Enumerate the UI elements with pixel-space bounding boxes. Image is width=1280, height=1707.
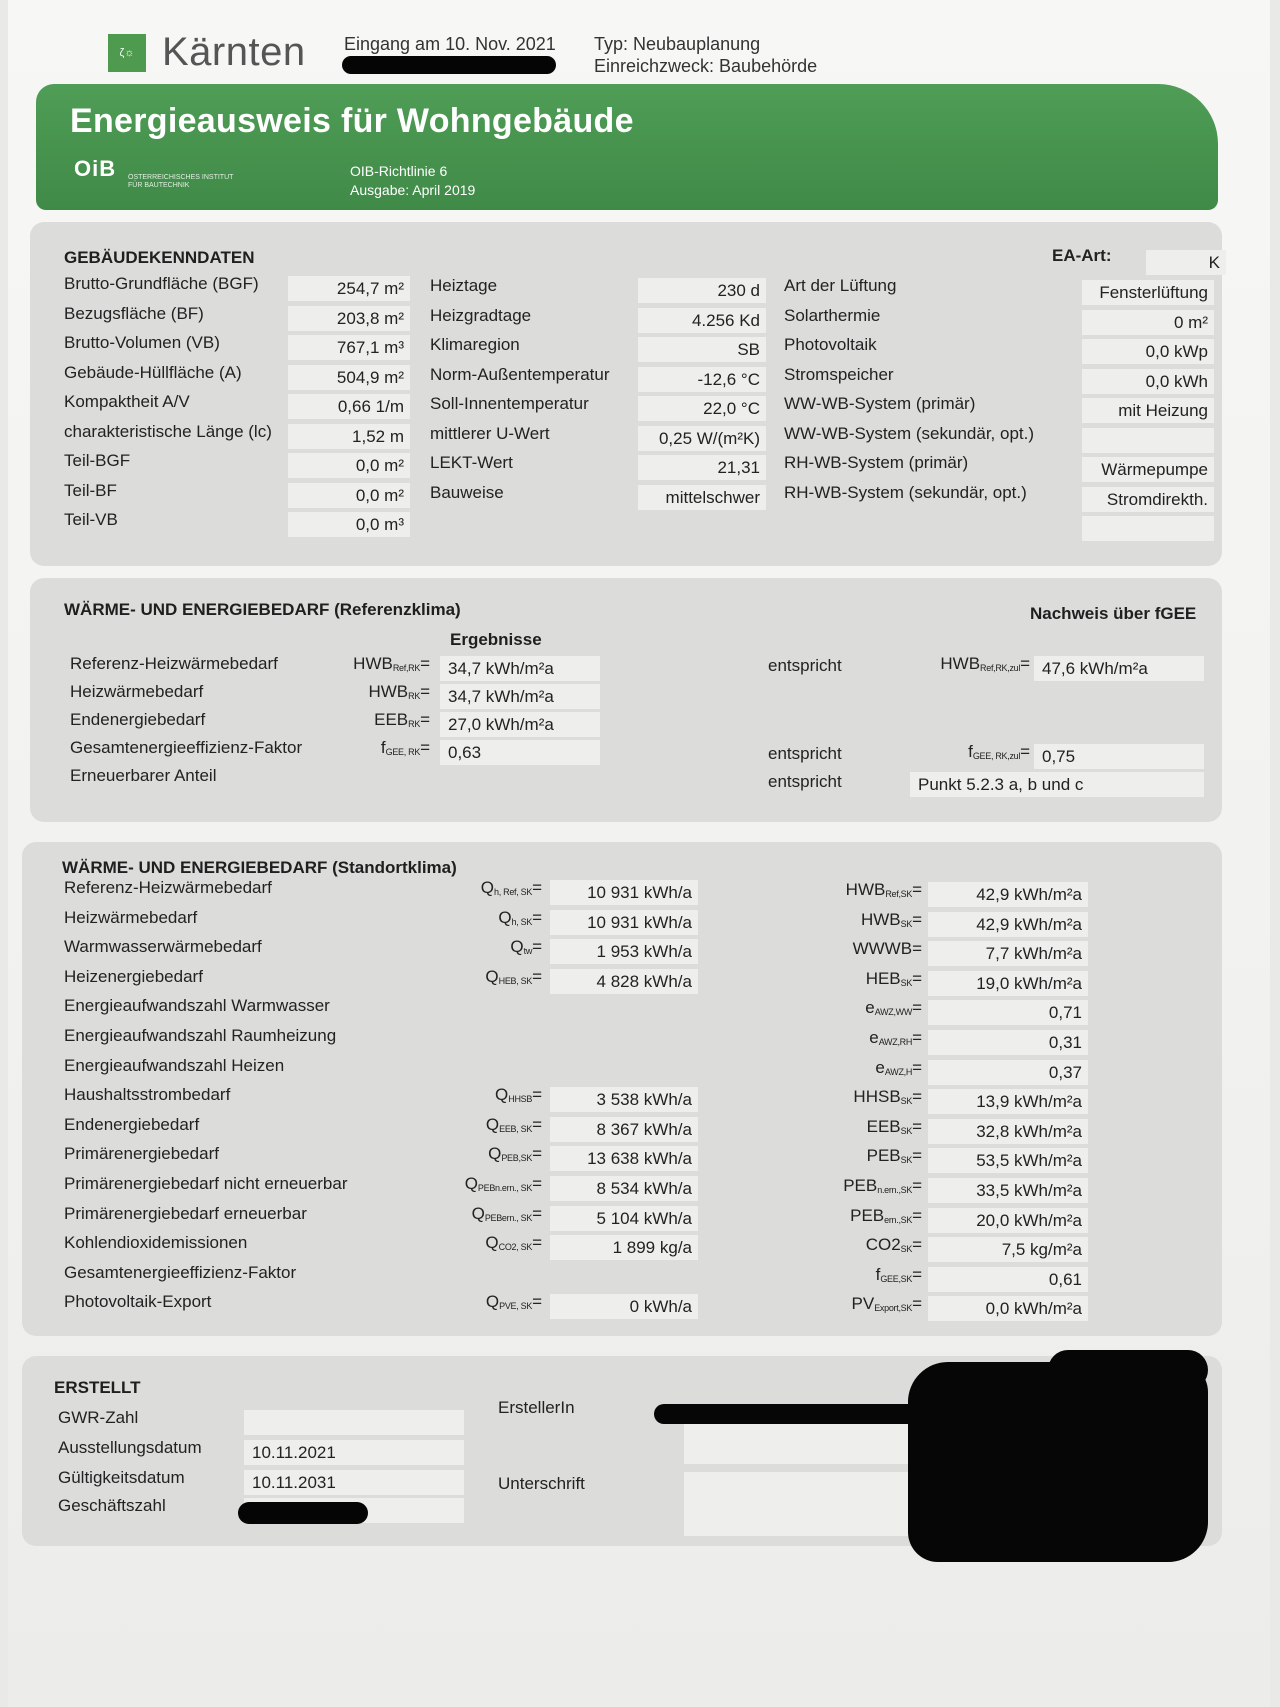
- standort-label: Primärenergiebedarf: [64, 1144, 219, 1164]
- gueltig-value: 10.11.2031: [244, 1470, 464, 1495]
- standort-symbol: [782, 1206, 922, 1226]
- kenndaten-value: 0 m²: [1082, 310, 1214, 335]
- standort-symbol-main: e: [865, 998, 875, 1018]
- standort-symbol: [782, 1087, 922, 1107]
- standort-label: Heizenergiebedarf: [64, 966, 203, 986]
- standort-symbol: [782, 1294, 922, 1314]
- referenz-symbol: [320, 738, 430, 758]
- zweck-text: Einreichzweck: Baubehörde: [594, 56, 818, 76]
- anforderung-value: 0,75: [1034, 744, 1204, 769]
- referenz-symbol-sub: RK: [408, 691, 421, 701]
- equals-sign: =: [532, 907, 542, 927]
- kenndaten-label: Solarthermie: [784, 305, 881, 325]
- kenndaten-label: Teil-BGF: [64, 451, 131, 470]
- standort-q-symbol-main: Q: [471, 1203, 485, 1223]
- standort-symbol: [782, 910, 922, 930]
- standort-symbol-main: WWWB: [852, 939, 913, 959]
- equals-sign: =: [1020, 742, 1030, 761]
- anforderung-symbol-main: HWB: [940, 654, 981, 673]
- kenndaten-value: 0,25 W/(m²K): [638, 426, 766, 451]
- standort-symbol-sub: GEE,SK: [880, 1273, 913, 1284]
- entspricht-label: entspricht: [768, 744, 842, 763]
- standort-symbol: [782, 1146, 922, 1166]
- kenndaten-label: WW-WB-System (sekundär, opt.): [784, 423, 1035, 443]
- logo-mark: ζ☼: [119, 47, 135, 59]
- referenz-label: Referenz-Heizwärmebedarf: [70, 654, 278, 673]
- referenzklima-section: [30, 578, 1222, 822]
- standort-value: 0,71: [928, 1000, 1088, 1025]
- referenz-symbol-main: HWB: [368, 682, 409, 701]
- anforderung-value: 47,6 kWh/m²a: [1034, 656, 1204, 681]
- standort-q-symbol: [392, 908, 542, 928]
- standort-symbol: [782, 1235, 922, 1255]
- referenz-symbol: [320, 654, 430, 674]
- kenndaten-value: Fensterlüftung: [1082, 280, 1214, 305]
- kenndaten-value: 504,9 m²: [288, 365, 410, 390]
- standort-q-symbol: [392, 1174, 542, 1194]
- title-banner: [36, 84, 1218, 210]
- referenz-symbol-main: HWB: [353, 654, 393, 673]
- anforderung-value: Punkt 5.2.3 a, b und c: [910, 772, 1204, 797]
- anforderung-symbol-sub: GEE, RK,zul: [972, 751, 1021, 761]
- standort-value: 7,5 kg/m²a: [928, 1237, 1088, 1262]
- equals-sign: =: [912, 1116, 922, 1136]
- standort-value: 32,8 kWh/m²a: [928, 1119, 1088, 1144]
- kenndaten-label: Teil-BF: [64, 480, 117, 500]
- equals-sign: =: [1020, 654, 1030, 673]
- standort-symbol-main: EEB: [866, 1116, 901, 1136]
- ea-art-value: K: [1146, 250, 1226, 275]
- equals-sign: =: [912, 1176, 922, 1195]
- standort-symbol-main: PV: [851, 1294, 875, 1314]
- equals-sign: =: [532, 937, 542, 957]
- standort-symbol-main: PEB: [843, 1176, 878, 1195]
- equals-sign: =: [912, 1235, 922, 1255]
- standort-q-value: 8 367 kWh/a: [550, 1117, 698, 1142]
- standort-symbol: [782, 1265, 922, 1285]
- standort-value: 19,0 kWh/m²a: [928, 971, 1088, 996]
- typ-text: Typ: Neubauplanung: [594, 34, 761, 54]
- standort-symbol-sub: Export,SK: [874, 1303, 913, 1314]
- standort-q-symbol: [392, 1115, 542, 1135]
- standort-q-symbol-sub: tw: [523, 946, 533, 957]
- equals-sign: =: [912, 968, 922, 988]
- referenz-value: 34,7 kWh/m²a: [440, 656, 600, 681]
- standort-label: Warmwasserwärmebedarf: [64, 937, 262, 957]
- standort-q-value: 8 534 kWh/a: [550, 1176, 698, 1201]
- standort-value: 7,7 kWh/m²a: [928, 941, 1088, 966]
- entspricht-label: entspricht: [768, 656, 842, 675]
- standort-q-symbol-main: Q: [464, 1174, 478, 1193]
- kenndaten-value: 0,0 m²: [288, 483, 410, 508]
- kenndaten-value: -12,6 °C: [638, 367, 766, 392]
- kenndaten-value: [1082, 428, 1214, 453]
- standort-q-symbol: [392, 967, 542, 987]
- standort-symbol-main: e: [875, 1057, 885, 1077]
- kenndaten-value: 0,66 1/m: [288, 394, 410, 419]
- standort-value: 0,37: [928, 1060, 1088, 1085]
- standort-q-value: 10 931 kWh/a: [550, 880, 698, 905]
- kenndaten-value: [1082, 516, 1214, 541]
- kenndaten-label: Stromspeicher: [784, 364, 894, 384]
- referenz-symbol-sub: Ref,RK: [392, 663, 421, 673]
- standort-q-symbol-main: Q: [485, 966, 499, 986]
- standort-symbol-sub: n.ern.,SK: [877, 1185, 913, 1195]
- standort-label: Energieaufwandszahl Heizen: [64, 1055, 285, 1075]
- equals-sign: =: [532, 1233, 542, 1253]
- standort-q-symbol: [392, 1292, 542, 1312]
- standort-symbol-main: f: [875, 1264, 881, 1284]
- standort-q-symbol-main: Q: [480, 878, 495, 897]
- section-title: WÄRME- UND ENERGIEBEDARF (Standortklima): [62, 858, 457, 877]
- kenndaten-value: 0,0 m³: [288, 512, 410, 537]
- gebaeudekenndaten-section: [30, 222, 1222, 566]
- referenz-label: Endenergiebedarf: [70, 710, 206, 729]
- standort-symbol-sub: AWZ,RH: [878, 1037, 913, 1047]
- ausstellung-value: 10.11.2021: [244, 1440, 464, 1465]
- geschaeftszahl-label: Geschäftszahl: [58, 1496, 166, 1515]
- referenz-label: Heizwärmebedarf: [70, 682, 204, 701]
- standort-q-value: 10 931 kWh/a: [550, 910, 698, 935]
- gwr-value: [244, 1410, 464, 1435]
- kenndaten-label: Kompaktheit A/V: [64, 392, 190, 411]
- standort-q-value: 3 538 kWh/a: [550, 1087, 698, 1112]
- standort-q-symbol-sub: EEB, SK: [499, 1123, 533, 1134]
- standort-label: Heizwärmebedarf: [64, 907, 198, 927]
- standort-q-symbol-main: Q: [485, 1292, 500, 1312]
- ausstellung-label: Ausstellungsdatum: [58, 1438, 202, 1457]
- equals-sign: =: [912, 998, 922, 1018]
- standort-symbol: [782, 880, 922, 900]
- referenz-symbol-sub: RK: [408, 719, 421, 729]
- standort-symbol-sub: ern.,SK: [884, 1214, 913, 1225]
- kenndaten-label: Heiztage: [430, 276, 498, 295]
- standort-symbol-main: HWB: [845, 880, 886, 899]
- standort-value: 53,5 kWh/m²a: [928, 1148, 1088, 1173]
- richtlinie-info: [350, 162, 475, 200]
- standort-q-symbol-sub: CO2, SK: [498, 1242, 533, 1253]
- equals-sign: =: [912, 939, 922, 959]
- standort-q-symbol: [392, 878, 542, 898]
- standort-symbol-sub: SK: [900, 1096, 913, 1107]
- kenndaten-label: Klimaregion: [430, 335, 520, 354]
- equals-sign: =: [912, 1294, 922, 1314]
- document-title: Energieausweis für Wohngebäude: [70, 102, 634, 140]
- equals-sign: =: [532, 1114, 542, 1134]
- kenndaten-label: Brutto-Volumen (VB): [64, 333, 220, 352]
- standort-label: Primärenergiebedarf erneuerbar: [64, 1203, 307, 1223]
- kenndaten-value: 0,0 kWh: [1082, 369, 1214, 394]
- standort-q-value: 1 899 kg/a: [550, 1235, 698, 1260]
- referenz-symbol: [320, 710, 430, 730]
- equals-sign: =: [420, 682, 430, 701]
- standort-symbol-main: PEB: [850, 1205, 885, 1225]
- equals-sign: =: [912, 880, 922, 899]
- standort-symbol: [782, 998, 922, 1018]
- standort-value: 0,31: [928, 1030, 1088, 1055]
- standort-q-symbol-sub: PEBern., SK: [484, 1212, 533, 1223]
- standort-q-value: 5 104 kWh/a: [550, 1206, 698, 1231]
- referenz-value: 27,0 kWh/m²a: [440, 712, 600, 737]
- equals-sign: =: [532, 1203, 542, 1223]
- gueltig-label: Gültigkeitsdatum: [58, 1468, 185, 1487]
- kenndaten-label: WW-WB-System (primär): [784, 394, 976, 413]
- equals-sign: =: [912, 1264, 922, 1284]
- equals-sign: =: [912, 1205, 922, 1225]
- standort-q-value: 1 953 kWh/a: [550, 939, 698, 964]
- gwr-label: GWR-Zahl: [58, 1408, 139, 1427]
- standort-q-symbol: [392, 1204, 542, 1224]
- equals-sign: =: [420, 710, 430, 729]
- referenz-value: 34,7 kWh/m²a: [440, 684, 600, 709]
- kenndaten-label: Teil-VB: [64, 510, 118, 529]
- standort-q-symbol-sub: h, Ref, SK: [494, 887, 533, 897]
- redaction-block: [1048, 1350, 1208, 1390]
- ersteller-label: ErstellerIn: [498, 1398, 575, 1417]
- standort-value: 33,5 kWh/m²a: [928, 1178, 1088, 1203]
- equals-sign: =: [420, 654, 430, 673]
- standort-symbol: [782, 939, 922, 959]
- ausgabe: Ausgabe: April 2019: [350, 182, 476, 198]
- kenndaten-value: Wärmepumpe: [1082, 457, 1214, 482]
- standort-label: Photovoltaik-Export: [64, 1292, 212, 1312]
- standort-q-symbol: [392, 1233, 542, 1253]
- redaction-line: [654, 1404, 954, 1424]
- oib-subtitle: ÖSTERREICHISCHES INSTITUT FÜR BAUTECHNIK: [128, 174, 234, 189]
- equals-sign: =: [532, 1144, 542, 1164]
- kenndaten-label: Gebäude-Hüllfläche (A): [64, 362, 242, 382]
- standort-q-symbol-sub: PEBn.ern., SK: [477, 1183, 533, 1193]
- kenndaten-value: 22,0 °C: [638, 396, 766, 421]
- ea-art-label: EA-Art:: [1052, 246, 1112, 265]
- standort-symbol-sub: Ref,SK: [885, 889, 913, 899]
- standort-symbol-main: CO2: [865, 1235, 901, 1255]
- standort-q-symbol-main: Q: [495, 1085, 509, 1105]
- anforderung-symbol: [890, 742, 1030, 762]
- standort-q-value: 13 638 kWh/a: [550, 1146, 698, 1171]
- anforderung-symbol-main: f: [968, 742, 973, 761]
- oib-logo: OiB: [74, 156, 117, 181]
- standort-symbol: [782, 969, 922, 989]
- standort-symbol-sub: AWZ,H: [884, 1066, 913, 1077]
- kenndaten-label: LEKT-Wert: [430, 453, 513, 472]
- standort-label: Kohlendioxidemissionen: [64, 1233, 248, 1253]
- standort-q-symbol: [392, 1144, 542, 1164]
- kenndaten-label: mittlerer U-Wert: [430, 423, 550, 443]
- equals-sign: =: [532, 1174, 542, 1193]
- standort-label: Primärenergiebedarf nicht erneuerbar: [64, 1174, 348, 1193]
- kenndaten-value: 254,7 m²: [288, 276, 410, 301]
- standort-symbol-sub: SK: [900, 1125, 913, 1136]
- standort-q-symbol: [392, 1085, 542, 1105]
- standort-value: 20,0 kWh/m²a: [928, 1208, 1088, 1233]
- anforderung-symbol: [890, 654, 1030, 674]
- redaction-bar: [238, 1502, 368, 1524]
- standort-value: 42,9 kWh/m²a: [928, 912, 1088, 937]
- section-title: WÄRME- UND ENERGIEBEDARF (Referenzklima): [64, 600, 461, 619]
- redaction-bar: [342, 56, 556, 74]
- standort-label: Haushaltsstrombedarf: [64, 1085, 231, 1105]
- richtlinie: OIB-Richtlinie 6: [350, 163, 448, 179]
- kenndaten-value: mittelschwer: [638, 485, 766, 510]
- equals-sign: =: [912, 1057, 922, 1077]
- standort-q-value: 0 kWh/a: [550, 1294, 698, 1319]
- standort-symbol-sub: SK: [900, 1244, 913, 1255]
- standort-q-symbol-sub: HEB, SK: [498, 975, 533, 986]
- kenndaten-label: charakteristische Länge (lc): [64, 421, 272, 441]
- equals-sign: =: [912, 1028, 922, 1047]
- standort-symbol-main: PEB: [866, 1146, 901, 1166]
- standort-q-symbol-sub: h, SK: [511, 916, 533, 927]
- standort-q-symbol-sub: HHSB: [508, 1094, 533, 1105]
- standortklima-section: [22, 842, 1222, 1336]
- standort-symbol-main: HEB: [865, 968, 901, 988]
- kenndaten-label: Art der Lüftung: [784, 276, 897, 295]
- standort-value: 0,61: [928, 1267, 1088, 1292]
- standort-symbol-main: HWB: [860, 909, 901, 929]
- kenndaten-value: 4.256 Kd: [638, 308, 766, 333]
- equals-sign: =: [912, 909, 922, 929]
- standort-q-symbol-main: Q: [485, 1114, 500, 1134]
- standort-q-symbol-main: Q: [498, 907, 512, 927]
- standort-label: Referenz-Heizwärmebedarf: [64, 878, 272, 897]
- section-title: GEBÄUDEKENNDATEN: [64, 248, 255, 267]
- anforderung-symbol-sub: Ref,RK,zul: [980, 663, 1021, 673]
- standort-symbol: [782, 1117, 922, 1137]
- standort-symbol-sub: SK: [900, 977, 913, 988]
- standort-q-symbol: [392, 937, 542, 957]
- referenz-symbol-main: f: [380, 738, 386, 757]
- equals-sign: =: [912, 1146, 922, 1166]
- kenndaten-value: 21,31: [638, 455, 766, 480]
- standort-symbol: [782, 1176, 922, 1196]
- referenz-label: Erneuerbarer Anteil: [70, 766, 217, 785]
- standort-label: Endenergiebedarf: [64, 1114, 200, 1134]
- standort-q-symbol-main: Q: [485, 1233, 499, 1253]
- kenndaten-label: Soll-Innentemperatur: [430, 394, 589, 413]
- kenndaten-value: 1,52 m: [288, 424, 410, 449]
- section-title: ERSTELLT: [54, 1378, 141, 1397]
- kenndaten-value: Stromdirekth.: [1082, 487, 1214, 512]
- standort-symbol-sub: SK: [900, 918, 913, 929]
- standort-symbol-main: HHSB: [853, 1087, 901, 1107]
- kenndaten-label: RH-WB-System (sekundär, opt.): [784, 482, 1027, 502]
- standort-symbol-sub: AWZ,WW: [874, 1007, 913, 1018]
- unterschrift-label: Unterschrift: [498, 1474, 585, 1493]
- kenndaten-label: Photovoltaik: [784, 335, 877, 354]
- kenndaten-label: Brutto-Grundfläche (BGF): [64, 274, 259, 293]
- standort-label: Energieaufwandszahl Raumheizung: [64, 1026, 337, 1045]
- kenndaten-value: 203,8 m²: [288, 306, 410, 331]
- standort-q-value: 4 828 kWh/a: [550, 969, 698, 994]
- standort-value: 42,9 kWh/m²a: [928, 882, 1088, 907]
- referenz-symbol-sub: GEE, RK: [385, 747, 421, 757]
- standort-value: 0,0 kWh/m²a: [928, 1296, 1088, 1321]
- equals-sign: =: [532, 878, 542, 897]
- kenndaten-value: 230 d: [638, 278, 766, 303]
- standort-q-symbol-main: Q: [488, 1144, 502, 1164]
- nachweis-label: Nachweis über fGEE: [1030, 604, 1197, 623]
- standort-q-symbol-sub: PVE, SK: [499, 1301, 533, 1312]
- standort-q-symbol-sub: PEB,SK: [501, 1153, 533, 1164]
- referenz-symbol: [320, 682, 430, 702]
- equals-sign: =: [420, 738, 430, 757]
- kenndaten-value: mit Heizung: [1082, 398, 1214, 423]
- standort-value: 13,9 kWh/m²a: [928, 1089, 1088, 1114]
- equals-sign: =: [912, 1087, 922, 1107]
- referenz-symbol-main: EEB: [374, 710, 409, 729]
- kenndaten-value: 0,0 kWp: [1082, 339, 1214, 364]
- redaction-block: [908, 1362, 1208, 1562]
- standort-label: Energieaufwandszahl Warmwasser: [64, 996, 330, 1016]
- referenz-label: Gesamtenergieeffizienz-Faktor: [70, 738, 303, 757]
- carinthia-logo-icon: [108, 34, 146, 72]
- standort-symbol: [782, 1028, 922, 1048]
- kenndaten-label: Heizgradtage: [430, 305, 532, 325]
- standort-symbol-main: e: [869, 1028, 879, 1047]
- equals-sign: =: [532, 1085, 542, 1105]
- referenz-value: 0,63: [440, 740, 600, 765]
- equals-sign: =: [532, 966, 542, 986]
- equals-sign: =: [532, 1292, 542, 1312]
- kenndaten-label: Bezugsfläche (BF): [64, 303, 204, 323]
- kenndaten-value: 767,1 m³: [288, 335, 410, 360]
- eingang-stamp: Eingang am 10. Nov. 2021: [344, 34, 556, 54]
- entspricht-label: entspricht: [768, 772, 842, 791]
- ergebnisse-header: Ergebnisse: [450, 630, 542, 649]
- kenndaten-value: 0,0 m²: [288, 453, 410, 478]
- kenndaten-label: Norm-Außentemperatur: [430, 364, 610, 384]
- document-page: [8, 0, 1270, 1707]
- region-name: Kärnten: [162, 30, 306, 74]
- kenndaten-value: SB: [638, 337, 766, 362]
- standort-label: Gesamtenergieeffizienz-Faktor: [64, 1262, 297, 1282]
- standort-symbol: [782, 1058, 922, 1078]
- kenndaten-label: RH-WB-System (primär): [784, 453, 969, 472]
- standort-symbol-sub: SK: [900, 1155, 913, 1166]
- kenndaten-label: Bauweise: [430, 482, 504, 502]
- standort-q-symbol-main: Q: [510, 937, 524, 957]
